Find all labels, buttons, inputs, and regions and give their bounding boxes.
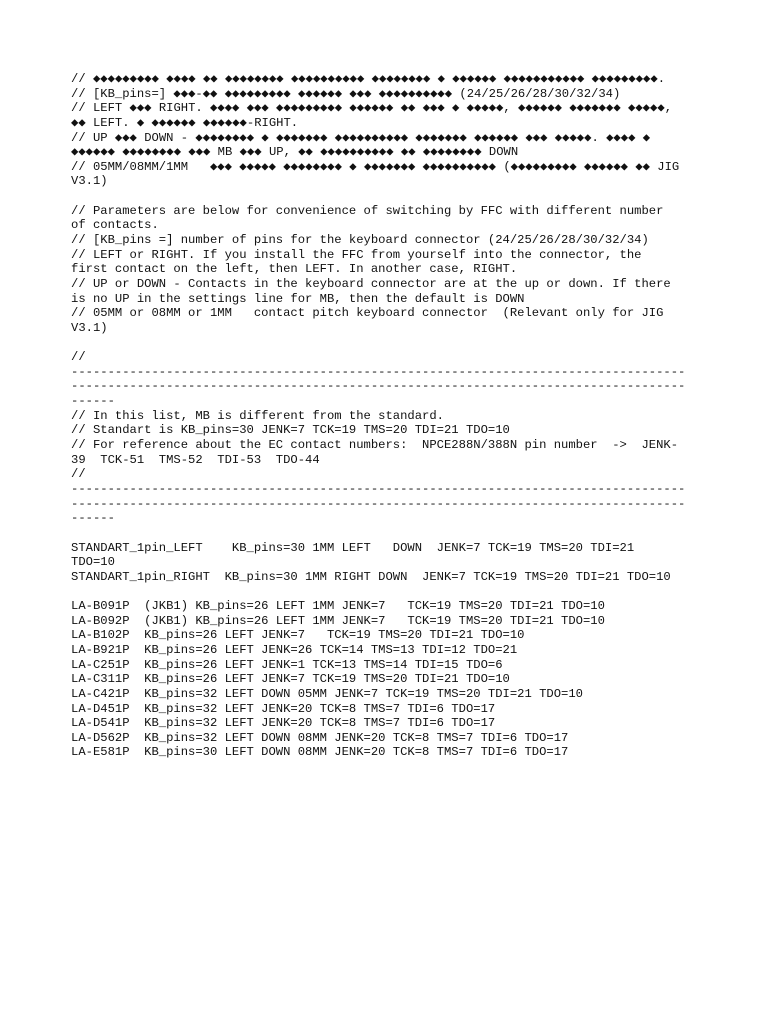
board-entry-line: LA-B921P KB_pins=26 LEFT JENK=26 TCK=14 TMS=13 TDI=12 TDO=21 [71,642,518,657]
text-line: // Standart is KB_pins=30 JENK=7 TCK=19 TMS=20 TDI=21 TDO=10 [71,423,510,438]
english-header-block [71,204,701,336]
comment-line: // [71,350,86,365]
divider-line: ------------------------------------------------------------------------------------ [71,496,686,511]
config-line: STANDART_1pin_RIGHT KB_pins=30 1MM RIGHT DOWN JENK=7 TCK=19 TMS=20 TDI=21 TDO=10 [71,569,671,584]
board-entry-line: LA-B102P KB_pins=26 LEFT JENK=7 TCK=19 TMS=20 TDI=21 TDO=10 [71,628,525,643]
text-line: // UP ◆◆◆ DOWN - ◆◆◆◆◆◆◆◆ ◆ ◆◆◆◆◆◆◆ ◆◆◆◆◆◆◆◆◆◆ ◆◆◆◆◆◆◆ ◆◆◆◆◆◆ ◆◆◆ ◆◆◆◆◆. ◆◆◆◆ ◆ [71,130,651,145]
board-entry-line: LA-E581P KB_pins=30 LEFT DOWN 08MM JENK=20 TCK=8 TMS=7 TDI=6 TDO=17 [71,745,569,760]
divider-line: ------------------------------------------------------------------------------------ [71,481,686,496]
comment-line: // [71,467,86,482]
divider-line: ------ [71,511,115,526]
blank-line [71,526,701,541]
text-line: of contacts. [71,218,159,233]
divider-line: ------------------------------------------------------------------------------------ [71,364,686,379]
garbled-header-block [71,72,701,189]
text-line: first contact on the left, then LEFT. In another case, RIGHT. [71,262,518,277]
blank-line [71,189,701,204]
text-line: // ◆◆◆◆◆◆◆◆◆ ◆◆◆◆ ◆◆ ◆◆◆◆◆◆◆◆ ◆◆◆◆◆◆◆◆◆◆ ◆◆◆◆◆◆◆◆ ◆ ◆◆◆◆◆◆ ◆◆◆◆◆◆◆◆◆◆◆ ◆◆◆◆◆◆◆◆◆. [71,72,666,86]
standard-entries-block [71,541,701,585]
text-line: // 05MM or 08MM or 1MM contact pitch keyboard connector (Relevant only for JIG [71,306,664,321]
divider-line: ------ [71,394,115,409]
text-line: is no UP in the settings line for MB, then the default is DOWN [71,291,525,306]
board-entry-line: LA-B091P (JKB1) KB_pins=26 LEFT 1MM JENK=7 TCK=19 TMS=20 TDI=21 TDO=10 [71,599,605,614]
board-entry-line: LA-D451P KB_pins=32 LEFT JENK=20 TCK=8 TMS=7 TDI=6 TDO=17 [71,701,496,716]
text-line: ◆◆ LEFT. ◆ ◆◆◆◆◆◆ ◆◆◆◆◆◆-RIGHT. [71,115,299,130]
blank-line [71,584,701,599]
board-entry-line: LA-D562P KB_pins=32 LEFT DOWN 08MM JENK=20 TCK=8 TMS=7 TDI=6 TDO=17 [71,730,569,745]
blank-line [71,336,701,351]
text-line: // Parameters are below for convenience of switching by FFC with different number [71,203,664,218]
text-line: 39 TCK-51 TMS-52 TDI-53 TDO-44 [71,452,320,467]
text-line: // For reference about the EC contact numbers: NPCE288N/388N pin number -> JENK- [71,438,679,453]
text-line: // LEFT ◆◆◆ RIGHT. ◆◆◆◆ ◆◆◆ ◆◆◆◆◆◆◆◆◆ ◆◆◆◆◆◆ ◆◆ ◆◆◆ ◆ ◆◆◆◆◆, ◆◆◆◆◆◆ ◆◆◆◆◆◆◆ ◆◆◆◆◆, [71,101,673,116]
standard-note-block [71,350,701,526]
text-line: // In this list, MB is different from the standard. [71,408,444,423]
document-page [71,72,701,760]
board-entry-line: LA-D541P KB_pins=32 LEFT JENK=20 TCK=8 TMS=7 TDI=6 TDO=17 [71,716,496,731]
board-entries-block [71,599,701,760]
text-line: V3.1) [71,320,108,335]
text-line: ◆◆◆◆◆◆ ◆◆◆◆◆◆◆◆ ◆◆◆ MB ◆◆◆ UP, ◆◆ ◆◆◆◆◆◆◆◆◆◆ ◆◆ ◆◆◆◆◆◆◆◆ DOWN [71,145,519,160]
board-entry-line: LA-C251P KB_pins=26 LEFT JENK=1 TCK=13 TMS=14 TDI=15 TDO=6 [71,657,503,672]
text-line: V3.1) [71,174,108,189]
text-line: // LEFT or RIGHT. If you install the FFC from yourself into the connector, the [71,247,642,262]
divider-line: ------------------------------------------------------------------------------------ [71,379,686,394]
config-line: TDO=10 [71,555,115,570]
text-line: // [KB_pins =] number of pins for the keyboard connector (24/25/26/28/30/32/34) [71,233,649,248]
board-entry-line: LA-C421P KB_pins=32 LEFT DOWN 05MM JENK=7 TCK=19 TMS=20 TDI=21 TDO=10 [71,686,583,701]
text-line: // UP or DOWN - Contacts in the keyboard connector are at the up or down. If there [71,276,671,291]
board-entry-line: LA-B092P (JKB1) KB_pins=26 LEFT 1MM JENK=7 TCK=19 TMS=20 TDI=21 TDO=10 [71,613,605,628]
text-line: // 05MM/08MM/1MM ◆◆◆ ◆◆◆◆◆ ◆◆◆◆◆◆◆◆ ◆ ◆◆◆◆◆◆◆ ◆◆◆◆◆◆◆◆◆◆ (◆◆◆◆◆◆◆◆◆ ◆◆◆◆◆◆ ◆◆ JIG [71,159,680,174]
board-entry-line: LA-C311P KB_pins=26 LEFT JENK=7 TCK=19 TMS=20 TDI=21 TDO=10 [71,672,510,687]
config-line: STANDART_1pin_LEFT KB_pins=30 1MM LEFT DOWN JENK=7 TCK=19 TMS=20 TDI=21 [71,540,635,555]
text-line: // [KB_pins=] ◆◆◆-◆◆ ◆◆◆◆◆◆◆◆◆ ◆◆◆◆◆◆ ◆◆◆ ◆◆◆◆◆◆◆◆◆◆ (24/25/26/28/30/32/34) [71,86,621,101]
